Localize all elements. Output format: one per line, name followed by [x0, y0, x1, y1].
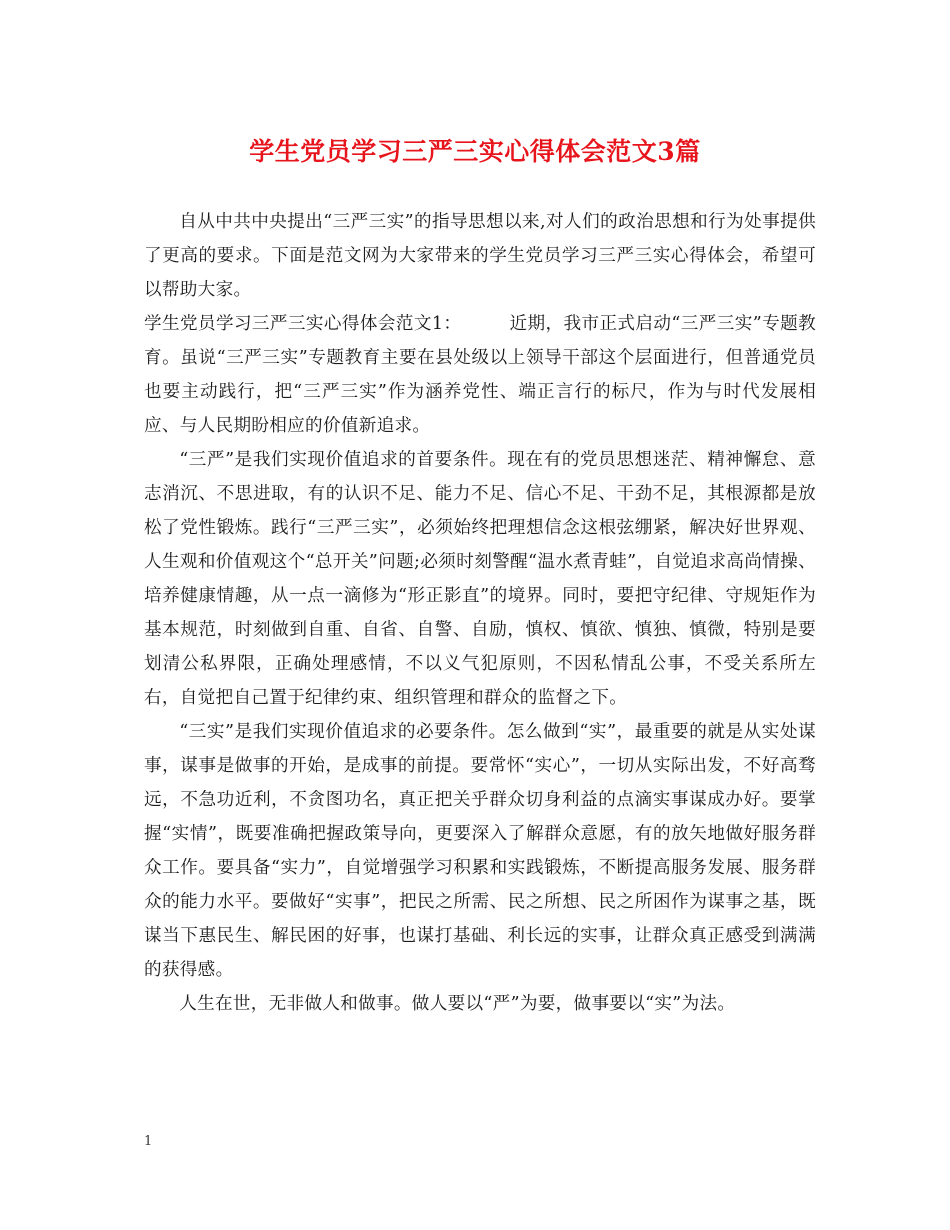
document-body	[144, 205, 816, 1021]
sanshi-paragraph: “三实”是我们实现价值追求的必要条件。怎么做到“实”，最重要的就是从实处谋事，谋事是做事的开始，是成事的前提。要常怀“实心”，一切从实际出发，不好高骛远，不急功近利，不贪图功名，真正把关乎群众切身利益的点滴实事谋成办好。要掌握“实情”，既要准确把握政策导向，更要深入了解群众意愿，有的放矢地做好服务群众工作。要具备“实力”，自觉增强学习积累和实践锻炼，不断提高服务发展、服务群众的能力水平。要做好“实事”，把民之所需、民之所想、民之所困作为谋事之基，既谋当下惠民生、解民困的好事，也谋打基础、利长远的实事，让群众真正感受到满满的获得感。	[144, 722, 816, 980]
sanyan-paragraph: “三严”是我们实现价值追求的首要条件。现在有的党员思想迷茫、精神懈怠、意志消沉、不思进取，有的认识不足、能力不足、信心不足、干劲不足，其根源都是放松了党性锻炼。践行“三严三实”，必须始终把理想信念这根弦绷紧，解决好世界观、人生观和价值观这个“总开关”问题;必须时刻警醒“温水煮青蛙”，自觉追求高尚情操、培养健康情趣，从一点一滴修为“形正影直”的境界。同时，要把守纪律、守规矩作为基本规范，时刻做到自重、自省、自警、自励，慎权、慎欲、慎独、慎微，特别是要划清公私界限，正确处理感情，不以义气犯原则，不因私情乱公事，不受关系所左右，自觉把自己置于纪律约束、组织管理和群众的监督之下。	[144, 450, 816, 708]
section-1-lead-text: 近期，我市正式启动“三严三实”专题教育。虽说“三严三实”专题教育主要在县处级以上领导干部这个层面进行，但普通党员也要主动践行，把“三严三实”作为涵养党性、端正言行的标尺，作为与时代发展相应、与人民期盼相应的价值新追求。	[144, 314, 817, 436]
page-number: 1	[144, 1134, 153, 1149]
section-1-heading: 学生党员学习三严三实心得体会范文1：	[144, 314, 462, 334]
closing-paragraph: 人生在世，无非做人和做事。做人要以“严”为要，做事要以“实”为法。	[179, 994, 736, 1014]
intro-paragraph: 自从中共中央提出“三严三实”的指导思想以来,对人们的政治思想和行为处事提供了更高的要求。下面是范文网为大家带来的学生党员学习三严三实心得体会，希望可以帮助大家。	[144, 212, 816, 300]
section-1-paragraph	[144, 307, 816, 443]
document-title: 学生党员学习三严三实心得体会范文3篇	[249, 137, 701, 166]
